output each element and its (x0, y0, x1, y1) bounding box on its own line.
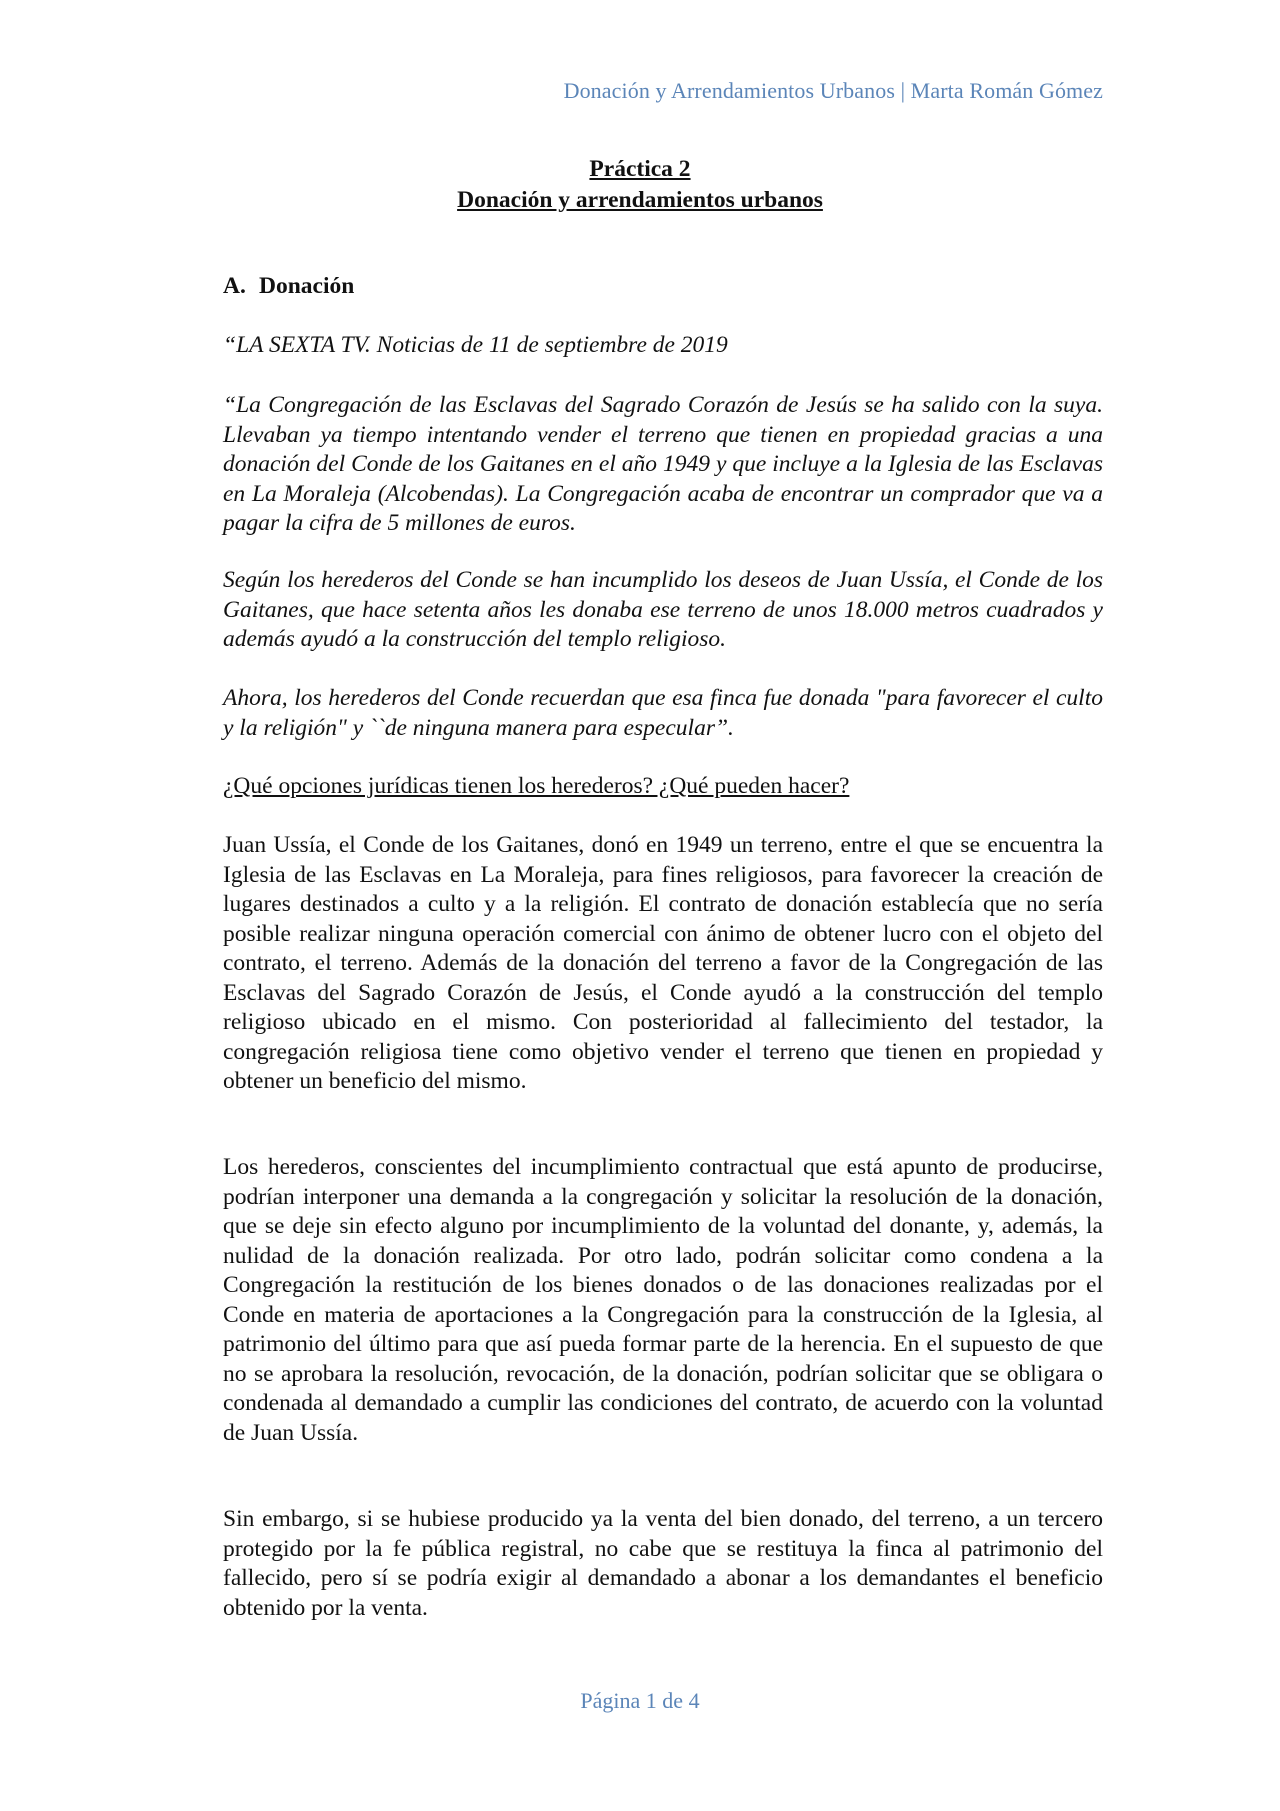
quote-paragraph-2: Según los herederos del Conde se han incumplido los deseos de Juan Ussía, el Conde de los Gaitanes, que hace setenta años les donaba ese terreno de unos 18.000 metros cuadrados y además ayudó a la construcción del templo religioso. (223, 567, 1103, 652)
news-source-line: “LA SEXTA TV. Noticias de 11 de septiembre de 2019 (223, 332, 728, 358)
section-a-title: Donación (259, 273, 355, 299)
section-a-heading (223, 272, 1103, 302)
document-title-line-1: Práctica 2 (589, 156, 691, 182)
answer-paragraph-3: Sin embargo, si se hubiese producido ya la venta del bien donado, del terreno, a un tercero protegido por la fe pública registral, no cabe que se restituya la finca al patrimonio del fallecido, pero sí se podría exigir al demandado a abonar a los demandantes el beneficio obtenido por la venta. (223, 1506, 1103, 1621)
running-header: Donación y Arrendamientos Urbanos | Marta Román Gómez (563, 78, 1103, 103)
title-block (0, 154, 1280, 216)
answer-paragraph-1: Juan Ussía, el Conde de los Gaitanes, donó en 1949 un terreno, entre el que se encuentra la Iglesia de las Esclavas en La Moraleja, para fines religiosos, para favorecer la creación de lugares destinados a culto y a la religión. El contrato de donación establecía que no sería posible realizar ninguna operación comercial con ánimo de obtener lucro con el objeto del contrato, el terreno. Además de la donación del terreno a favor de la Congregación de las Esclavas del Sagrado Corazón de Jesús, el Conde ayudó a la construcción del templo religioso ubicado en el mismo. Con posterioridad al fallecimiento del testador, la congregación religiosa tiene como objetivo vender el terreno que tienen en propiedad y obtener un beneficio del mismo. (223, 832, 1103, 1094)
quote-paragraph-3: Ahora, los herederos del Conde recuerdan que esa finca fue donada "para favorecer el culto y la religión" y ``de ninguna manera para especular”. (223, 685, 1103, 741)
section-a-letter: A. (223, 273, 246, 299)
quote-paragraph-1: “La Congregación de las Esclavas del Sagrado Corazón de Jesús se ha salido con la suya. Llevaban ya tiempo intentando vender el terreno que tienen en propiedad gracias a una donación del Conde de los Gaitanes en el año 1949 y que incluye a la Iglesia de las Esclavas en La Moraleja (Alcobendas). La Congregación acaba de encontrar un comprador que va a pagar la cifra de 5 millones de euros. (223, 392, 1103, 536)
question-line: ¿Qué opciones jurídicas tienen los herederos? ¿Qué pueden hacer? (223, 773, 850, 799)
answer-paragraph-2: Los herederos, conscientes del incumplimiento contractual que está apunto de producirse, podrían interponer una demanda a la congregación y solicitar la resolución de la donación, que se deje sin efecto alguno por incumplimiento de la voluntad del donante, y, además, la nulidad de la donación realizada. Por otro lado, podrán solicitar como condena a la Congregación la restitución de los bienes donados o de las donaciones realizadas por el Conde en materia de aportaciones a la Congregación para la construcción de la Iglesia, al patrimonio del último para que así pueda formar parte de la herencia. En el supuesto de que no se aprobara la resolución, revocación, de la donación, podrían solicitar que se obligara o condenada al demandado a cumplir las condiciones del contrato, de acuerdo con la voluntad de Juan Ussía. (223, 1154, 1103, 1446)
document-title-line-2: Donación y arrendamientos urbanos (457, 187, 823, 213)
page-number-footer: Página 1 de 4 (580, 1688, 700, 1713)
